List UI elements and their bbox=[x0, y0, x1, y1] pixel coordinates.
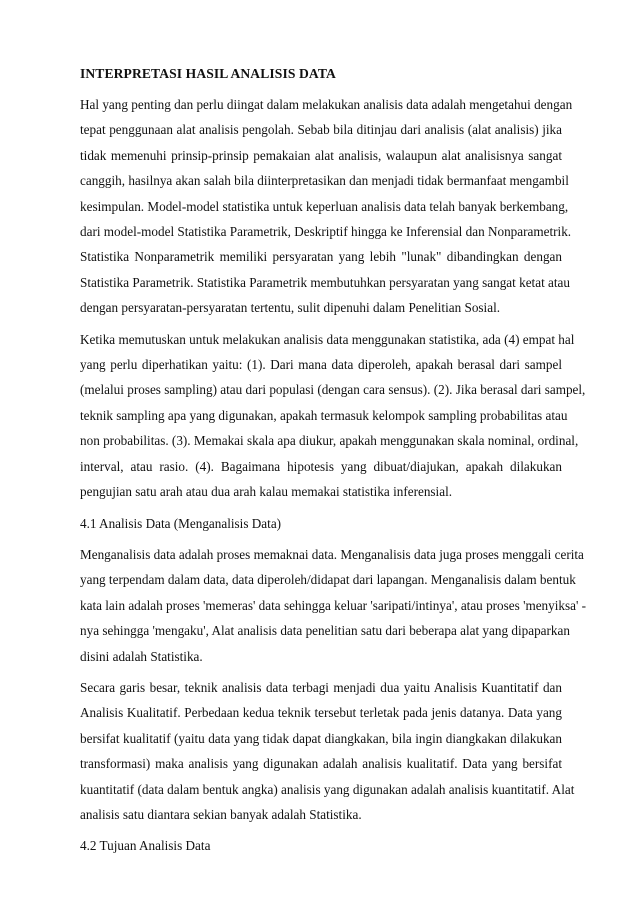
text-line: (melalui proses sampling) atau dari populasi (dengan cara sensus). (2). Jika berasal dari sampel, bbox=[80, 382, 586, 398]
paragraph-analysis-techniques bbox=[80, 675, 575, 827]
text-line: dengan persyaratan-persyaratan tertentu, sulit dipenuhi dalam Penelitian Sosial. bbox=[80, 300, 501, 316]
text-line: nya sehingga 'mengaku', Alat analisis data penelitian satu dari beberapa alat yang dipaparkan bbox=[80, 623, 570, 639]
text-line: analisis satu diantara sekian banyak adalah Statistika. bbox=[80, 806, 362, 822]
text-line: yang terpendam dalam data, data diperoleh/didapat dari lapangan. Menganalisis dalam bentuk bbox=[80, 572, 576, 588]
text-line: pengujian satu arah atau dua arah kalau memakai statistika inferensial. bbox=[80, 484, 453, 500]
text-line: dari model-model Statistika Parametrik, Deskriptif hingga ke Inferensial dan Nonparametrik. bbox=[80, 224, 572, 240]
paragraph-considerations bbox=[80, 327, 586, 505]
paragraph-analyzing-data bbox=[80, 542, 587, 669]
text-line: kuantitatif (data dalam bentuk angka) analisis yang digunakan adalah analisis kuantitatif. Alat bbox=[80, 781, 575, 797]
document-page bbox=[80, 64, 587, 865]
text-line: disini adalah Statistika. bbox=[80, 648, 203, 664]
text-line: Statistika Nonparametrik memiliki persyaratan yang lebih "lunak" dibandingkan dengan bbox=[80, 249, 562, 265]
text-line: Ketika memutuskan untuk melakukan analisis data menggunakan statistika, ada (4) empat hal bbox=[80, 331, 575, 347]
paragraph-interpretation bbox=[80, 92, 573, 321]
text-line: tepat penggunaan alat analisis pengolah. Sebab bila ditinjau dari analisis (alat analisis) jika bbox=[80, 122, 562, 138]
section-heading-4-2: 4.2 Tujuan Analisis Data bbox=[80, 838, 211, 854]
text-line: interval, atau rasio. (4). Bagaimana hipotesis yang dibuat/diajukan, apakah dilakukan bbox=[80, 458, 562, 474]
text-line: kesimpulan. Model-model statistika untuk keperluan analisis data telah banyak berkembang, bbox=[80, 198, 569, 214]
text-line: non probabilitas. (3). Memakai skala apa diukur, apakah menggunakan skala nominal, ordinal, bbox=[80, 433, 579, 449]
text-line: kata lain adalah proses 'memeras' data sehingga keluar 'saripati/intinya', atau proses 'menyiksa' - bbox=[80, 597, 587, 613]
text-line: Hal yang penting dan perlu diingat dalam melakukan analisis data adalah mengetahui dengan bbox=[80, 97, 573, 112]
text-line: Analisis Kualitatif. Perbedaan kedua teknik tersebut terletak pada jenis datanya. Data yang bbox=[80, 705, 562, 721]
text-line: teknik sampling apa yang digunakan, apakah termasuk kelompok sampling probabilitas atau bbox=[80, 407, 568, 423]
text-line: yang perlu diperhatikan yaitu: (1). Dari mana data diperoleh, apakah berasal dari sampel bbox=[80, 357, 562, 373]
text-line: Menganalisis data adalah proses memaknai data. Menganalisis data juga proses menggali cerita bbox=[80, 546, 584, 562]
text-line: transformasi) maka analisis yang digunakan adalah analisis kualitatif. Data yang bersifat bbox=[80, 756, 562, 772]
text-line: Secara garis besar, teknik analisis data terbagi menjadi dua yaitu Analisis Kuantitatif dan bbox=[80, 679, 562, 695]
text-line: tidak memenuhi prinsip-prinsip pemakaian alat analisis, walaupun alat analisisnya sangat bbox=[80, 147, 562, 163]
text-line: canggih, hasilnya akan salah bila diinterpretasikan dan menjadi tidak bermanfaat mengambil bbox=[80, 173, 569, 189]
text-line: Statistika Parametrik. Statistika Parametrik membutuhkan persyaratan yang sangat ketat atau bbox=[80, 274, 570, 290]
document-title: INTERPRETASI HASIL ANALISIS DATA bbox=[80, 66, 336, 81]
text-line: bersifat kualitatif (yaitu data yang tidak dapat diangkakan, bila ingin diangkakan dilakukan bbox=[80, 730, 562, 746]
section-heading-4-1: 4.1 Analisis Data (Menganalisis Data) bbox=[80, 515, 282, 531]
